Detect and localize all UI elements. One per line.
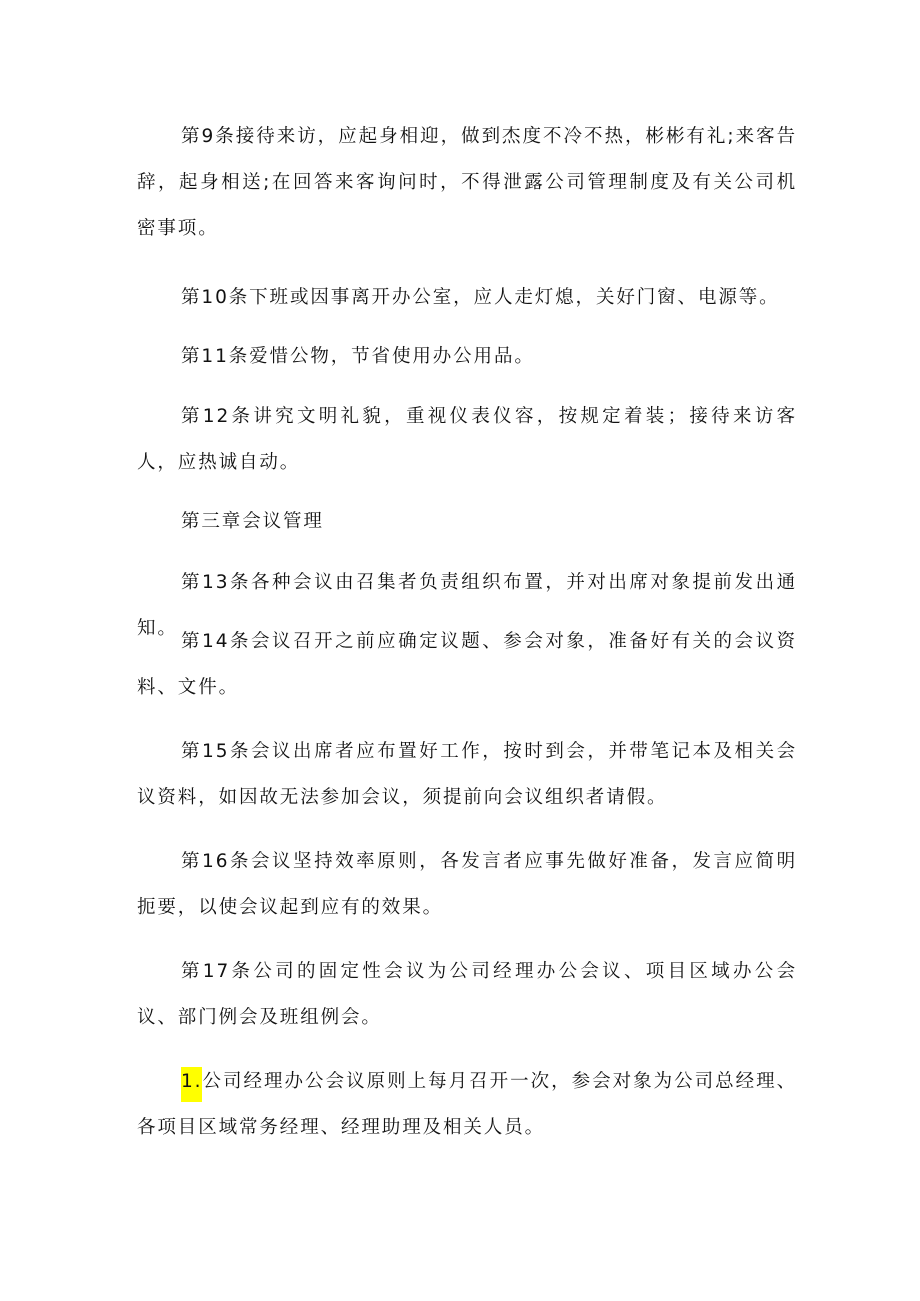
item-1-marker-highlight: 1. [181,1067,202,1102]
item-1-text: 公司经理办公会议原则上每月召开一次，参会对象为公司总经理、各项目区域常务经理、经理助理及相关人员。 [137,1071,797,1138]
chapter-3-heading: 第三章会议管理 [181,511,324,532]
article-11-paragraph: 第11条爱惜公物，节省使用办公用品。 [181,346,535,367]
article-14-paragraph: 第14条会议召开之前应确定议题、参会对象，准备好有关的会议资料、文件。 [137,631,797,698]
article-10-paragraph: 第10条下班或因事离开办公室，应人走灯熄，关好门窗、电源等。 [181,287,780,308]
article-17-paragraph: 第17条公司的固定性会议为公司经理办公会议、项目区域办公会议、部门例会及班组例会。 [137,961,797,1028]
article-16-paragraph: 第16条会议坚持效率原则，各发言者应事先做好准备，发言应简明扼要，以使会议起到应有的效果。 [137,851,797,918]
item-1-paragraph [137,1059,797,1151]
article-9-paragraph: 第9条接待来访，应起身相迎，做到杰度不冷不热，彬彬有礼;来客告辞，起身相送;在回答来客询问时，不得泄露公司管理制度及有关公司机密事项。 [137,126,797,239]
article-13-paragraph: 第13条各种会议由召集者负责组织布置，并对出席对象提前发出通知。 [137,572,797,639]
article-12-paragraph: 第12条讲究文明礼貌，重视仪表仪容，按规定着装；接待来访客人，应热诚自动。 [137,406,797,473]
article-15-paragraph: 第15条会议出席者应布置好工作，按时到会，并带笔记本及相关会议资料，如因故无法参加会议，须提前向会议组织者请假。 [137,741,797,808]
